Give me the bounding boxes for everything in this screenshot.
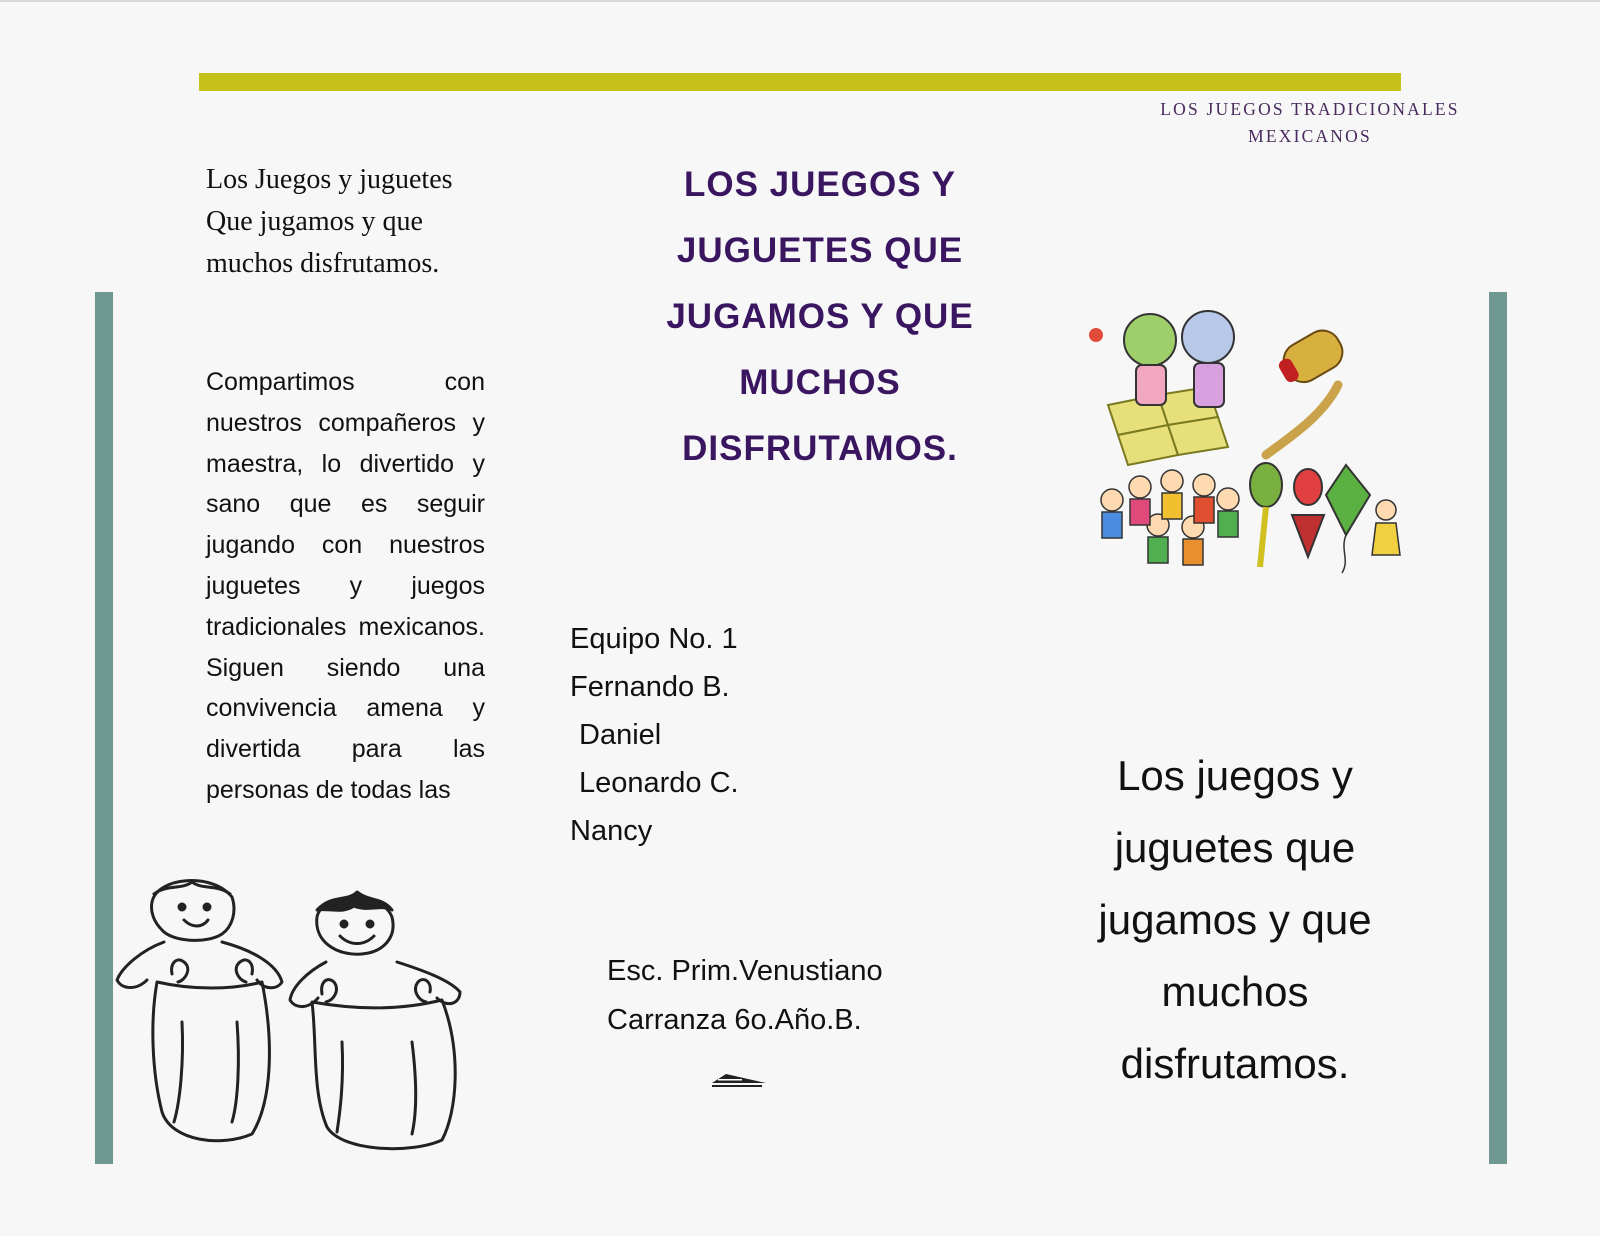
accent-bar bbox=[199, 73, 1401, 91]
main-title: LOS JUEGOS Y JUGUETES QUE JUGAMOS Y QUE MUCHOS DISFRUTAMOS. bbox=[666, 165, 974, 468]
team-member: Fernando B. bbox=[570, 671, 730, 703]
team-member: Leonardo C. bbox=[579, 767, 739, 799]
arrow-right-icon bbox=[712, 1072, 766, 1090]
left-lead-text: Los Juegos y juguetes Que jugamos y que muchos disfrutamos. bbox=[206, 164, 453, 279]
team-member: Nancy bbox=[570, 815, 653, 847]
school-name: Esc. Prim.Venustiano Carranza 6o.Año.B. bbox=[607, 955, 883, 1036]
left-body-text: Compartimos con nuestros compañeros y maestra, lo divertido y sano que es seguir jugando con nuestros juguetes y juegos tradicionales mexicanos. Siguen siendo una convivencia amena y divertida para las personas de todas las bbox=[206, 368, 485, 804]
left-side-bar bbox=[95, 292, 113, 1164]
header-title: LOS JUEGOS TRADICIONALES MEXICANOS bbox=[1160, 99, 1460, 146]
top-divider bbox=[0, 0, 1600, 2]
closing-text: Los juegos y juguetes que jugamos y que muchos disfrutamos. bbox=[1098, 752, 1372, 1087]
team-member: Daniel bbox=[579, 719, 662, 751]
team-list bbox=[570, 615, 870, 855]
sack-race-kids-icon bbox=[112, 872, 502, 1162]
team-heading: Equipo No. 1 bbox=[570, 623, 738, 655]
right-side-bar bbox=[1489, 292, 1507, 1164]
traditional-toys-icon bbox=[1088, 305, 1408, 575]
